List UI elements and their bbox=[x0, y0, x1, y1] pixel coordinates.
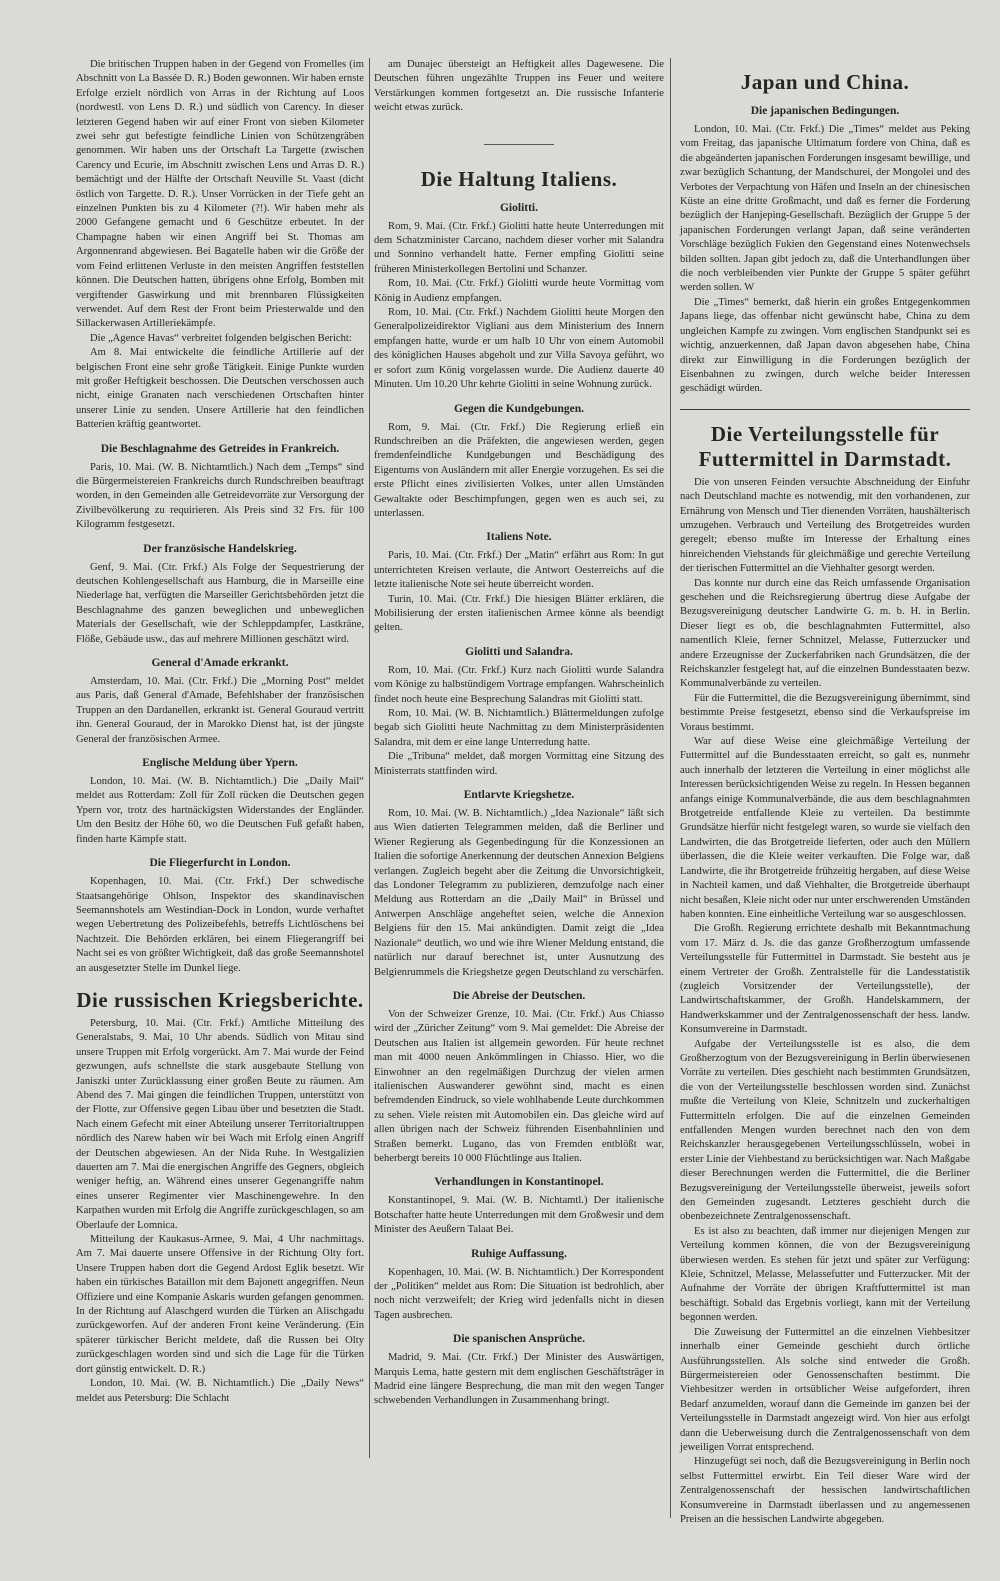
article-subheadline: Die japanischen Bedingungen. bbox=[750, 105, 900, 117]
article-paragraph: Rom, 9. Mai. (Ctr. Frkf.) Giolitti hatte heute Unterredungen mit dem Schatzminister Carcano, nachdem dieser vorher mit Salandra und Sonnino verhandelt hatte. Ferner empfing Giolitti seine früheren Ministerkollegen Bertolini und Schanzer. bbox=[374, 220, 664, 275]
column-divider bbox=[369, 58, 370, 1458]
article-paragraph: Rom, 9. Mai. (Ctr. Frkf.) Die Regierung erließ ein Rundschreiben an die Präfekten, die angewiesen werden, gegen fremdenfeindliche Kundgebungen und Beschädigung des Eigentums von Ausländern mit aller Energie vorzugehen. Es sei die erste Pflicht eines zivilisierten Volkes, unter allen Umständen Gewaltakte oder Beschimpfungen, gegen wen es auch sei, zu unterlassen. bbox=[374, 421, 664, 519]
article-paragraph: am Dunajec übersteigt an Heftigkeit alles Dagewesene. Die Deutschen führen ungezählte Truppen ins Feuer und weitere Verstärkungen kommen fortgesetzt an. Die russische Infanterie weicht etwas zurück. bbox=[374, 59, 664, 114]
short-divider bbox=[484, 144, 554, 145]
article-paragraph: London, 10. Mai. (Ctr. Frkf.) Die „Times“ meldet aus Peking vom Freitag, das japanische Ultimatum fordere von China, daß es die abgeänderten japanischen Forderungen insgesamt bewillige, und zwar bezüglich Schantung, der Mandschurei, der Mongolei und des Verbotes der Verpachtung von Häfen und Inseln an der chinesischen Küste an eine dritte Großmacht, und daß es ferner die Forderung bezüglich der Hanjeping-Gesellschaft. Bezüglich der Gruppe 5 der japanischen Forderungen verlangt Japan, daß seine veränderten Vorschläge bezüglich Fukien den Gegenstand eines Notenwechsels bilden sollten. Japan gibt jedoch zu, daß die Unterhandlungen über die noch verbleibenden vier Punkte der Gruppe 5 später geführt werden sollen. W bbox=[680, 124, 970, 294]
article-paragraph: Rom, 10. Mai. (Ctr. Frkf.) Nachdem Giolitti heute Morgen den Generalpolizeidirektor Vigliani aus dem Ministerium des Innern empfangen hatte, wurde er um halb 10 Uhr von einem Automobil des königlichen Hauses abgeholt und zur Villa Savoya geführt, wo er sofort zum König vorgelassen wurde. Die Audienz dauerte 40 Minuten. Um 10.20 Uhr kehrte Giolitti in seine Wohnung zurück. bbox=[374, 307, 664, 391]
article-paragraph: London, 10. Mai. (W. B. Nichtamtlich.) Die „Daily Mail“ meldet aus Rotterdam: Zoll für Zoll rücken die Deutschen gegen Ypern vor, trotz des hartnäckigsten Widerstandes der Engländer. Um den Besitz der Höhe 60, wo die Deutschen Fuß gefaßt haben, finden harte Kämpfe statt. bbox=[76, 776, 364, 845]
article-headline: Die Haltung Italiens. bbox=[420, 166, 618, 191]
article-paragraph: Petersburg, 10. Mai. (Ctr. Frkf.) Amtliche Mitteilung des Generalstabs, 9. Mai, 10 Uhr abends. Südlich von Mitau sind unsere Truppen mit Erfolg vorgerückt. Am 7. Mai wurde der Feind gezwungen, aufs schnellste die stark ausgebaute Stellung von Janiszki unter Zurücklassung einer großen Beute zu räumen. Am Abend des 7. Mai gingen die feindlichen Truppen, unterstützt von der Flotte, zur Offensive gegen Libau über und besetzten die Stadt. Nach einem Gefecht mit einer Abteilung unserer Territorialtruppen nördlich des Narew haben wir bei Wach mit Erfolg einen Angriff der Deutschen abgewiesen. An der Nida Ruhe. In Westgalizien dauerten am 7. Mai die energischen Angriffe des Gegners, obgleich weniger heftig, an. Während eines unserer Gegenangriffe nahm eines unserer Regimenter vier Maschinengewehre. In den Karpathen wurden mit Erfolg die Angriffe zurückgeschlagen, so am Oberlaufe der Lomnica. bbox=[76, 1017, 364, 1231]
column-1 bbox=[76, 58, 364, 1406]
article-paragraph: Paris, 10. Mai. (Ctr. Frkf.) Der „Matin“ erfährt aus Rom: In gut unterrichteten Kreisen verlaute, die Antwort Oesterreichs auf die letzte italienische Note sei heute überreicht worden. bbox=[374, 550, 664, 591]
article-subheadline: Die spanischen Ansprüche. bbox=[453, 1333, 585, 1346]
article-paragraph: Konstantinopel, 9. Mai. (W. B. Nichtamtl.) Der italienische Botschafter hatte heute Unterredungen mit dem Großwesir und dem Minister des Aeußern Talaat Bei. bbox=[374, 1195, 664, 1236]
column-2 bbox=[374, 58, 664, 1409]
article-paragraph: Die britischen Truppen haben in der Gegend von Fromelles (im Abschnitt von La Bassée D. R.) Boden gewonnen. Wir haben ernste Erfolge erzielt nördlich von Arras in der Richtung auf Loos (nordwestl. von Lens D. R.) und südlich von Carency. In dieser letzteren Gegend haben wir auf einer Front von sieben Kilometer zwei sehr gut befestigte feindliche Linien von Schützengräben genommen. Wir haben uns der Ortschaft La Targette (zwischen Carency und Ecurie, im Abschnitt zwischen Lens und Arras D. R.) bemächtigt und der Hälfte der Ortschaft Neuville St. Vaast (dicht östlich von Targette. D. R.). Unser Vorrücken in der Tiefe geht an einzelnen Punkten bis zu 4 Kilometer (?!). Wir haben mehr als 2000 Gefangene gemacht und 6 Geschütze erbeutet. In der Champagne haben wir einen Angriff bei St. Thomas am Argonnenrand abgewiesen. Bei Bagatelle haben wir die Größe der vom Feind erlittenen Verluste in den meisten Angriffen feststellen können. Die Deutschen hatten, übrigens ohne Erfolg, Bomben mit vergiftender Gaswirkung und mit brennbaren Flüssigkeiten verwendet. Auf dem Rest der Front beim Priesterwalde und den Sillackerwasen Artilleriekämpfe. bbox=[76, 59, 364, 330]
article-subheadline: Die Abreise der Deutschen. bbox=[452, 989, 586, 1002]
article-subheadline: Gegen die Kundgebungen. bbox=[453, 402, 585, 415]
article-subheadline: Entlarvte Kriegshetze. bbox=[463, 789, 575, 802]
article-subheadline: Giolitti. bbox=[499, 201, 538, 214]
article-paragraph: Es ist also zu beachten, daß immer nur diejenigen Mengen zur Verteilung kommen können, die von der Bezugsvereinigung überwiesen werden. Es stehen für jetzt und später zur Verfügung: Kleie, Schnitzel, Melasse, Melassefutter und Futterzucker. Mit der Aufnahme der Vorräte der übrigen Kraftfuttermittel ist man beschäftigt. Sobald das Ergebnis vorliegt, kann mit der Verteilung begonnen werden. bbox=[680, 1225, 970, 1324]
article-paragraph: Die „Times“ bemerkt, daß hierin ein großes Entgegenkommen Japans liege, das offenbar nicht gewünscht habe, China zu dem ungleichen Kampfe zu zwingen. Vom englischen Standpunkt sei es wichtig, anzuerkennen, daß Japan davon abgesehen habe, China direkt zur Einwilligung in die Forderungen bezüglich der Eisenbahnen zu zwingen, durch welche beider Interessen geschädigt würden. bbox=[680, 296, 970, 395]
article-paragraph: Am 8. Mai entwickelte die feindliche Artillerie auf der belgischen Front eine sehr große Tätigkeit. Einige Punkte wurden mit großer Heftigkeit beschossen. Die Deutschen verschossen auch nicht, einige Granaten nach verschiedenen Ortschaften hinter unserer Linie zu senden. Unsere Artillerie hat den feindlichen Batterien kräftig geantwortet. bbox=[76, 347, 364, 431]
article-paragraph: Rom, 10. Mai. (Ctr. Frkf.) Kurz nach Giolitti wurde Salandra vom Könige zu halbstündigem Vortrage empfangen. Wahrscheinlich findet noch heute eine Besprechung Salandras mit Giolitti statt. bbox=[374, 664, 664, 705]
column-divider bbox=[670, 58, 671, 1518]
article-subheadline: General d'Amade erkrankt. bbox=[151, 657, 289, 670]
section-divider bbox=[680, 409, 970, 410]
article-paragraph: Die „Tribuna“ meldet, daß morgen Vormittag eine Sitzung des Ministerrats stattfinden wird. bbox=[374, 751, 664, 777]
article-paragraph: Rom, 10. Mai. (W. B. Nichtamtlich.) Blättermeldungen zufolge begab sich Giolitti heute Nachmittag zu dem Ministerpräsidenten Salandra, mit dem er eine lange Unterredung hatte. bbox=[374, 708, 664, 748]
article-paragraph: Rom, 10. Mai. (W. B. Nichtamtlich.) „Idea Nazionale“ läßt sich aus Wien datierten Telegrammen melden, daß die Berliner und Wiener Regierung als Gegenbedingung für die Konzessionen an Italien die sofortige Anerkennung der deutschen Annexion Belgiens verlangen. Zugleich begeht aber die Zeitung die Unvorsichtigkeit, das Londoner Telegramm zu publizieren, demzufolge nach einer Meldung aus Rotterdam an die „Daily Mail“ in Brüssel und Antwerpen Anschläge angeheftet seien, welche die Annexion Belgiens für den 15. Mai ankündigten. Damit zeigt die „Idea Nazionale“ deutlich, wo und wie ihre Wiener Meldung entstand, die natürlich nur darauf berechnet ist, unter Ausnutzung des Belgienrummels die Kriegshetze gegen Deutschland zu verschärfen. bbox=[374, 808, 664, 978]
article-paragraph: London, 10. Mai. (W. B. Nichtamtlich.) Die „Daily News“ meldet aus Petersburg: Die Schlacht bbox=[76, 1378, 364, 1404]
article-paragraph: Mitteilung der Kaukasus-Armee, 9. Mai, 4 Uhr nachmittags. Am 7. Mai dauerte unsere Offensive in der Richtung Olty fort. Unsere Truppen haben dort die Gegend Ardost Eglik besetzt. Wir haben ein türkisches Bataillon mit dem Bajonett angegriffen. Neun Offiziere und eine Kompanie Askaris wurden gefangen genommen. In der Richtung auf Alaschgerd wurden die Türken an Alischgadu zurückgeworfen. Auf der anderen Front keine Veränderung. (Ein späterer türkischer Bericht meldete, daß die Russen bei Olty zurückgeschlagen worden sind und sich die Lage für die Türken dort günstig entwickelt. D. R.) bbox=[76, 1234, 364, 1375]
article-paragraph: Für die Futtermittel, die die Bezugsvereinigung übernimmt, sind bestimmte Preise festgesetzt, ebenso sind die Verkaufspreise im Voraus bestimmt. bbox=[680, 692, 970, 733]
article-paragraph: Rom, 10. Mai. (Ctr. Frkf.) Giolitti wurde heute Vormittag vom König in Audienz empfangen. bbox=[374, 278, 664, 304]
article-paragraph: Genf, 9. Mai. (Ctr. Frkf.) Als Folge der Sequestrierung der deutschen Kohlengesellschaft aus Hamburg, die in Marseille eine Niederlage hat, verfügten die Marseiller Gerichtsbehörden jetzt die Beschlagnahme des ganzen beweglichen und unbeweglichen Materials der Gesellschaft, wie der Schleppdampfer, Lastkräne, Flöße, Gebäude usw., das auf mehrere Millionen geschätzt wird. bbox=[76, 561, 364, 645]
article-paragraph: Hinzugefügt sei noch, daß die Bezugsvereinigung in Berlin noch selbst Futtermittel erwirbt. Ein Teil dieser Ware wird der Zentralgenossenschaft der hessischen landwirtschaftlichen Konsumvereine in Darmstadt überlassen und zu angemessenen Preisen an die hessischen Landwirte abgegeben. bbox=[680, 1456, 970, 1525]
article-subheadline: Englische Meldung über Ypern. bbox=[142, 757, 298, 770]
article-headline: Die russischen Kriegsberichte. bbox=[76, 987, 364, 1012]
article-paragraph: Kopenhagen, 10. Mai. (Ctr. Frkf.) Der schwedische Staatsangehörige Ohlson, Inspektor des skandinavischen Seemannshotels am Westindian-Dock in London, wurde verhaftet wegen Uebertretung des Polizeibefehls, betreffs Lichtlöschens bei Nachtzeit. Die Behörden erklären, bei einem Fliegerangriff bei Nacht sei es von größter Wichtigkeit, daß das große Seemannshotel an ausgesetzter Stelle im Dunkel liege. bbox=[76, 876, 364, 974]
article-paragraph: Die Zuweisung der Futtermittel an die einzelnen Viehbesitzer innerhalb einer Gemeinde geschieht durch örtliche Ausführungsstellen. Als solche sind entweder die Großh. Bürgermeistereien oder Genossenschaften bestimmt. Die Viehbesitzer werden in ortsüblicher Weise aufgefordert, ihren Bedarf anzumelden, worauf dann die Gemeinde im ganzen bei der Verteilungsstelle in Darmstadt angezeigt wird. Von hier aus erfolgt dann die Ueberweisung durch die Zentralgenossenschaft von dem jeweiligen Vorrat entsprechend. bbox=[680, 1326, 970, 1453]
article-subheadline: Giolitti und Salandra. bbox=[465, 645, 573, 658]
article-subheadline: Verhandlungen in Konstantinopel. bbox=[434, 1176, 604, 1189]
article-paragraph: Paris, 10. Mai. (W. B. Nichtamtlich.) Nach dem „Temps“ sind die Bürgermeistereien Frankreichs durch Rundschreiben beauftragt worden, in den Gemeinden alle Getreidevorräte zur Versorgung der Zivilbevölkerung zu requirieren. Als Preis sind 32 Frs. für 100 Kilogramm festgesetzt. bbox=[76, 461, 364, 531]
article-paragraph: War auf diese Weise eine gleichmäßige Verteilung der Futtermittel auf die Bundesstaaten erreicht, so galt es, nunmehr auch innerhalb der letzteren die Verteilung in einer möglichst alle Interessen berücksichtigenden Weise zu regeln. In Hessen begannen anfangs einige Kommunalverbände, die aus dem beschlagnahmten Brotgetreide entfallende Kleie zu verteilen. Da bestimmte Grundsätze hierfür nicht festgelegt waren, so wurde sie vielfach den Landwirten, die das Brotgetreide lieferten, oder auch den Müllern überlassen, die die Kleie weiter verkauften. Die Folge war, daß Landwirte, die ihr Brotgetreide frühzeitig hergaben, auf diese Weise in Nachteil kamen, und daß Viehhalter, die Brotgetreide überhaupt nicht besaßen, Kleie nicht oder nur unter erschwerenden Umständen haben konnten. Eine einheitliche Verteilung war so ausgeschlossen. bbox=[680, 736, 970, 920]
article-paragraph: Die Großh. Regierung errichtete deshalb mit Bekanntmachung vom 17. März d. Js. die das ganze Großherzogtum umfassende Verteilungsstelle für Futtermittel in Darmstadt. Sie besteht aus je einem Vertreter der Großh. Zentralstelle für die Landesstatistik (zugleich Vorsitzender der Verteilungsstelle), der Landwirtschaftskammer, der Großh. Handelskammern, der Handwerkskammer und der Zentralgenossenschaft der hess. landw. Konsumvereine in Darmstadt. bbox=[680, 923, 970, 1036]
article-paragraph: Turin, 10. Mai. (Ctr. Frkf.) Die hiesigen Blätter erklären, die Mobilisierung der ersten italienischen Armee könne als beendigt gelten. bbox=[374, 593, 664, 634]
article-paragraph: Das konnte nur durch eine das Reich umfassende Organisation geschehen und die Reichsregierung übertrug diese Aufgabe der Bezugsvereinigung deutscher Landwirte G. m. b. H. in Berlin. Dieser liegt es ob, die beschlagnahmten Futtermittel, also namentlich Kleie, ferner Schnitzel, Melasse, Futterzucker und andere Erzeugnisse der Zuckerfabriken nach Grundsätzen, die der Reichskanzler festgelegt hat, auf die einzelnen Bundesstaaten bezw. Kommunalverbände zu verteilen. bbox=[680, 577, 970, 690]
article-subheadline: Ruhige Auffassung. bbox=[471, 1247, 567, 1260]
article-paragraph: Madrid, 9. Mai. (Ctr. Frkf.) Der Minister des Auswärtigen, Marquis Lema, hatte gestern mit dem englischen Geschäftsträger in Madrid eine längere Besprechung, die man mit den wegen Tanger schwebenden Verhandlungen in Zusammenhang bringt. bbox=[374, 1352, 664, 1407]
article-paragraph: Die „Agence Havas“ verbreitet folgenden belgischen Bericht: bbox=[90, 332, 352, 344]
article-paragraph: Von der Schweizer Grenze, 10. Mai. (Ctr. Frkf.) Aus Chiasso wird der „Züricher Zeitung“ vom 9. Mai gemeldet: Die Abreise der Deutschen aus Italien ist allgemein geworden. Für heute rechnet man mit 4000 neuen Ankömmlingen in Chiasso. Hier, wo die Einwohner an den regelmäßigen Durchzug der vielen armen italienischen Auswanderer gewöhnt sind, macht es einen befremdenden Eindruck, so viele wohlhabende Leute durchkommen zu sehen. Viele reisten mit Automobilen ein. Das gleiche wird auf allen übrigen nach der Schweiz führenden Eisenbahnlinien und Straßen bemerkt. Lugano, das von Fremden entblößt war, beherbergt bereits 10 000 Flüchtlinge aus Italien. bbox=[374, 1008, 664, 1164]
article-subheadline: Der französische Handelskrieg. bbox=[143, 542, 297, 555]
article-paragraph: Amsterdam, 10. Mai. (Ctr. Frkf.) Die „Morning Post“ meldet aus Paris, daß General d'Amade, Befehlshaber der französischen Truppen an den Dardanellen, erkrankt ist. General Gouraud vertritt ihn. General Gouraud, der in Marokko Dienst hat, ist der jüngste General der französischen Armee. bbox=[76, 676, 364, 745]
article-paragraph: Kopenhagen, 10. Mai. (W. B. Nichtamtlich.) Der Korrespondent der „Politiken“ meldet aus Rom: Die Situation ist bedrohlich, aber noch nicht verzweifelt; der Krieg wird jedenfalls nicht in diesen Tagen ausbrechen. bbox=[374, 1266, 664, 1321]
column-3 bbox=[680, 58, 970, 1527]
article-headline: Die Verteilungsstelle für Futtermittel in Darmstadt. bbox=[698, 421, 952, 471]
article-paragraph: Die von unseren Feinden versuchte Abschneidung der Einfuhr nach Deutschland machte es notwendig, mit den vorhandenen, zur Ernährung von Mensch und Tier dienenden Vorräten, haushälterisch umzugehen. Verbrauch und Verteilung des Brotgetreides wurden geregelt; ebenso mußte im Interesse der Erhaltung eines hinreichenden Viehstands für gleichmäßige und gerechte Verteilung der tierischen Futtermittel an die Viehhalter gesorgt werden. bbox=[680, 476, 970, 575]
article-paragraph: Aufgabe der Verteilungsstelle ist es also, die dem Großherzogtum von der Bezugsvereinigung in Berlin überwiesenen Vorräte zu verteilen. Dies geschieht nach bestimmten Grundsätzen, die von der Verteilungsstelle beschlossen worden sind. Zunächst mußte die Verteilung von Kleie, Schnitzeln und zuckerhaltigen Futtermitteln erfolgen. Die auf die einzelnen Gemeinden entfallenden Mengen wurden berechnet nach den von dem Reichskanzler herausgegebenen Verteilungsschlüsseln, wobei in erster Linie der Viehbestand zu berücksichtigen war. Nach Maßgabe dieser Berechnungen werden die Futtermittel, die die Berliner Bezugsvereinigung der Verteilungsstelle überweist, jeweils sofort den Gemeinden zugesandt. Letzteres geschieht durch die obenbezeichnete Zentralgenossenschaft. bbox=[680, 1038, 970, 1223]
article-subheadline: Italiens Note. bbox=[486, 531, 552, 544]
article-subheadline: Die Beschlagnahme des Getreides in Frankreich. bbox=[100, 442, 340, 455]
article-subheadline: Die Fliegerfurcht in London. bbox=[149, 857, 291, 870]
article-headline: Japan und China. bbox=[740, 70, 910, 94]
